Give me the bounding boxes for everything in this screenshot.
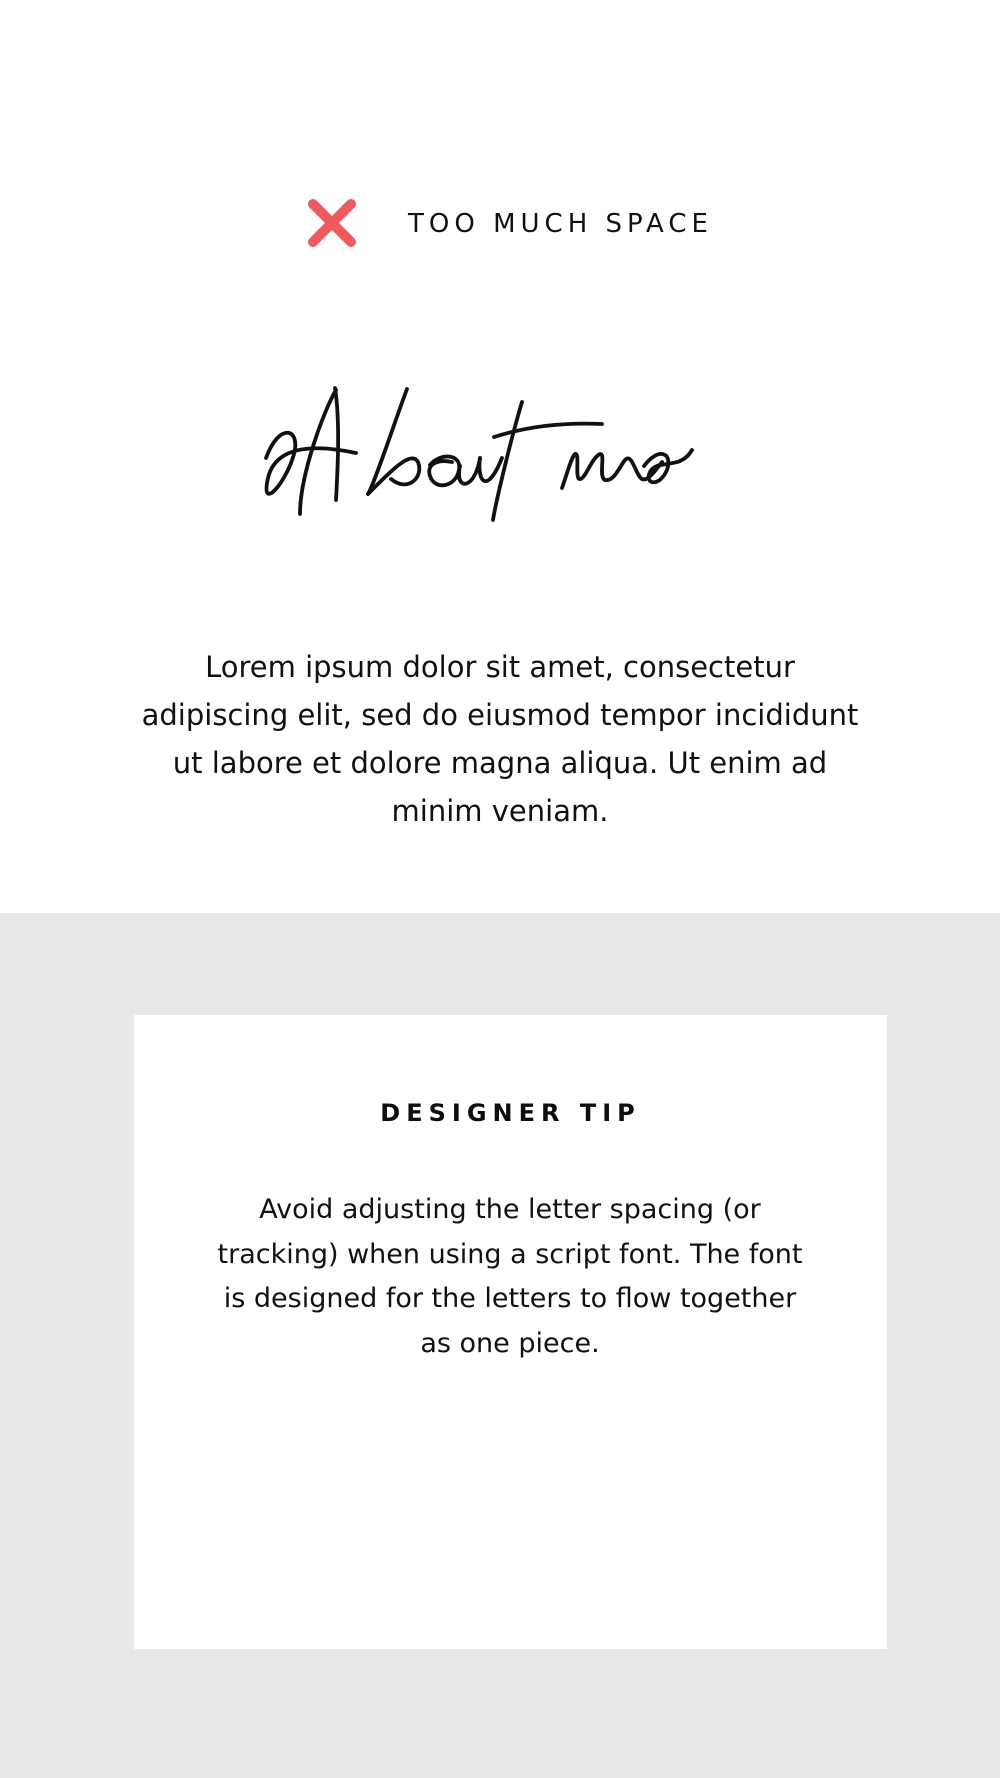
- script-title-graphic: [262, 380, 710, 560]
- tip-title: DESIGNER TIP: [380, 1099, 641, 1127]
- intro-paragraph: Lorem ipsum dolor sit amet, consectetur adipiscing elit, sed do eiusmod tempor incididunt ut labore et dolore magna aliqua. Ut enim ad minim veniam.: [141, 650, 859, 828]
- x-icon: [305, 196, 359, 250]
- script-title: [262, 380, 710, 560]
- header-label: TOO MUCH SPACE: [408, 209, 713, 239]
- designer-tip-card: [134, 1015, 887, 1649]
- header-row: [0, 196, 1000, 256]
- tip-body: Avoid adjusting the letter spacing (or tracking) when using a script font. The font is designed for the letters to flow together as one piece.: [217, 1194, 803, 1359]
